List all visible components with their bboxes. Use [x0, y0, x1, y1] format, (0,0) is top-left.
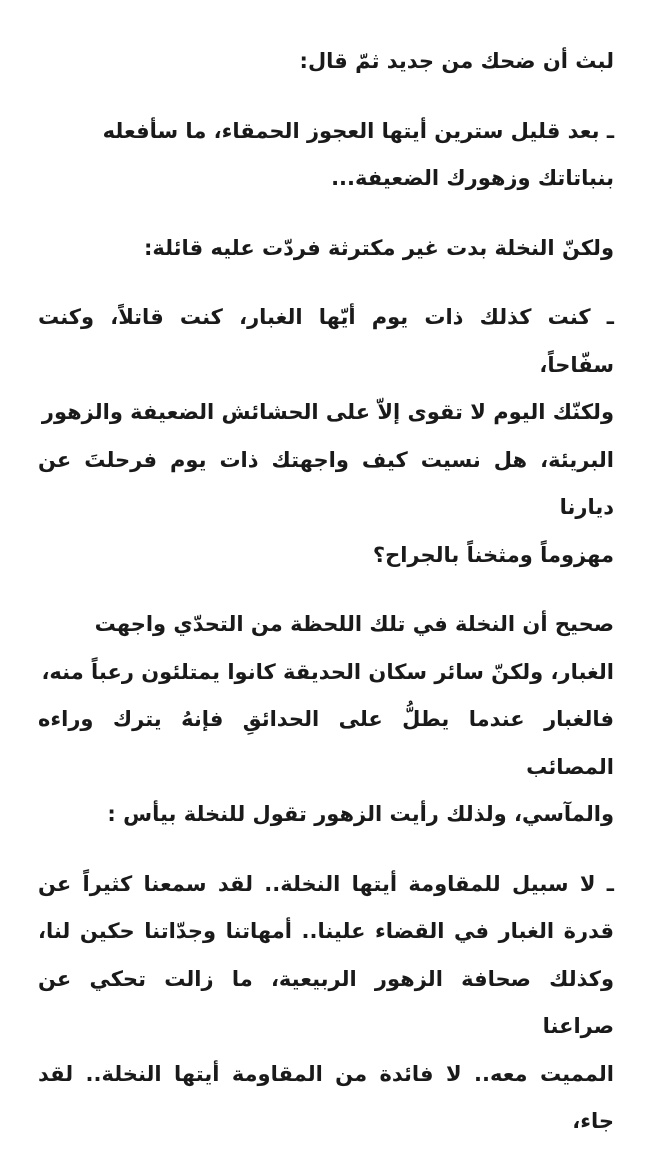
paragraph-4	[38, 294, 614, 579]
text-line: والمآسي، ولذلك رأيت الزهور تقول للنخلة بيأس :	[107, 802, 614, 826]
text-line: بنباتاتك وزهورك الضعيفة...	[331, 166, 614, 190]
text-line: المميت معه.. لا فائدة من المقاومة أيتها النخلة.. لقد جاء،	[38, 1061, 614, 1133]
paragraph-5	[38, 601, 614, 839]
text-line: لبث أن ضحك من جديد ثمّ قال:	[299, 49, 614, 73]
text-line: ـ بعد قليل سترين أيتها العجوز الحمقاء، ما سأفعله	[102, 118, 614, 143]
text-line: فالغبار عندما يطلُّ على الحدائقِ فإنهُ يترك وراءه المصائب	[38, 707, 614, 779]
text-line: الغبار، ولكنّ سائر سكان الحديقة كانوا يمتلئون رعباً منه،	[41, 659, 614, 684]
paragraph-1	[38, 38, 614, 86]
text-line: البريئة، هل نسيت كيف واجهتك ذات يوم فرحلتَ عن ديارنا	[38, 447, 614, 519]
paragraph-6	[38, 861, 614, 1146]
paragraph-3	[38, 225, 614, 273]
text-line: ـ لا سبيل للمقاومة أيتها النخلة.. لقد سمعنا كثيراً عن	[38, 871, 614, 896]
text-line: ولكنّ النخلة بدت غير مكترثة فردّت عليه قائلة:	[143, 235, 614, 260]
text-line: صحيح أن النخلة في تلك اللحظة من التحدّي واجهت	[94, 612, 614, 636]
text-line: ولكنّك اليوم لا تقوى إلاّ على الحشائش الضعيفة والزهور	[41, 400, 614, 424]
text-line: ـ كنت كذلك ذات يوم أيّها الغبار، كنت قاتلاً، وكنت سفّاحاً،	[38, 305, 614, 377]
text-line: قدرة الغبار في القضاء علينا.. أمهاتنا وجدّاتنا حكين لنا،	[38, 919, 614, 943]
text-line: مهزوماً ومثخناً بالجراح؟	[372, 542, 614, 567]
text-line: وكذلك صحافة الزهور الربيعية، ما زالت تحكي عن صراعنا	[38, 966, 614, 1038]
book-page	[38, 38, 614, 1168]
paragraph-2	[38, 108, 614, 203]
